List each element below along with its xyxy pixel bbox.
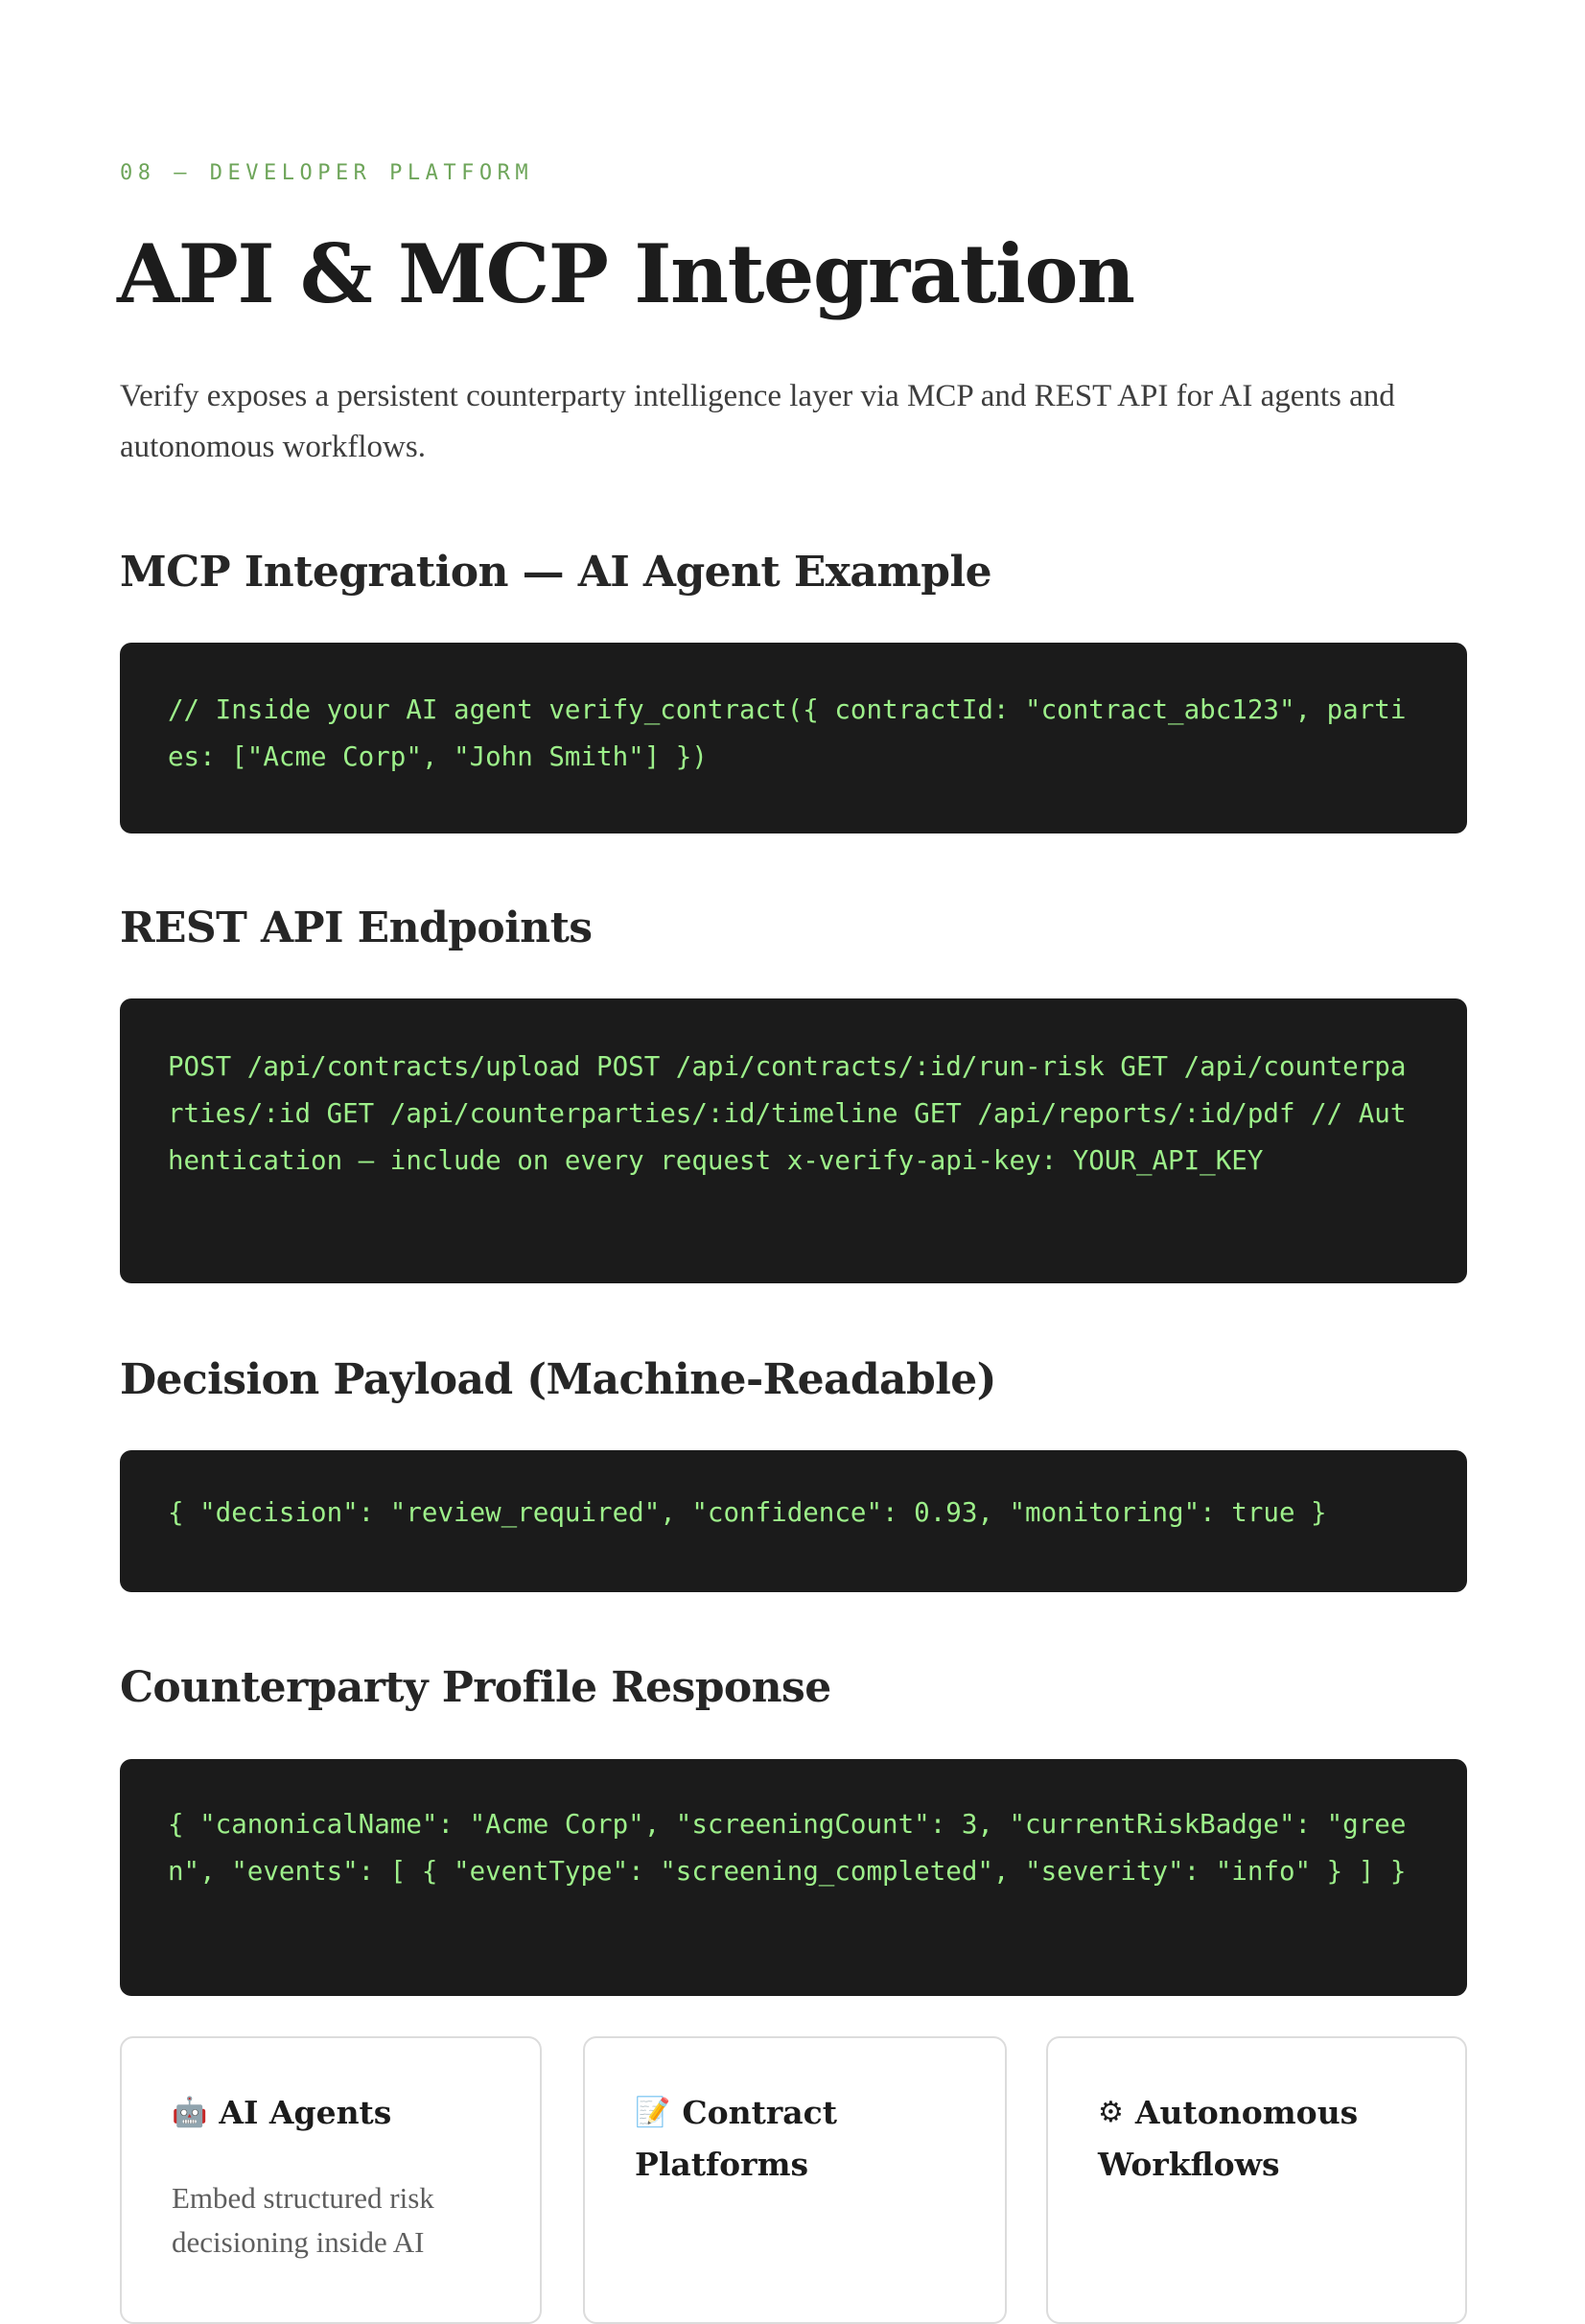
card-title-ai-agents: 🤖 AI Agents bbox=[172, 2087, 511, 2139]
counterparty-profile-code-block bbox=[120, 1759, 1467, 1996]
counterparty-profile-code-snippet: { "canonicalName": "Acme Corp", "screeningCount": 3, "currentRiskBadge": "green", "events": [ { "eventType": "screening_completed", "severity": "info" } ] } bbox=[168, 1809, 1407, 1887]
mcp-code-snippet: // Inside your AI agent verify_contract({ contractId: "contract_abc123", parties: ["Acme Corp", "John Smith"] }) bbox=[168, 694, 1407, 772]
decision-payload-code-snippet: { "decision": "review_required", "confidence": 0.93, "monitoring": true } bbox=[168, 1497, 1327, 1528]
use-case-cards bbox=[120, 2036, 1467, 2286]
counterparty-profile-heading: Counterparty Profile Response bbox=[120, 1663, 831, 1712]
decision-payload-heading: Decision Payload (Machine-Readable) bbox=[120, 1355, 996, 1404]
rest-api-code-block bbox=[120, 998, 1467, 1283]
card-title-autonomous-workflows: ⚙ Autonomous Workflows bbox=[1098, 2087, 1436, 2191]
card-title-contract-platforms: 📝 Contract Platforms bbox=[635, 2087, 976, 2191]
card-ai-agents bbox=[120, 2036, 542, 2324]
rest-api-heading: REST API Endpoints bbox=[120, 904, 593, 952]
mcp-code-block bbox=[120, 643, 1467, 833]
mcp-integration-heading: MCP Integration — AI Agent Example bbox=[120, 548, 991, 597]
card-contract-platforms bbox=[583, 2036, 1007, 2324]
gear-icon: ⚙ bbox=[1098, 2096, 1124, 2129]
rest-api-code-snippet: POST /api/contracts/upload POST /api/contracts/:id/run-risk GET /api/counterparties/:id GET /api/counterparties/:id/timeline GET /api/reports/:id/pdf // Authentication — include on every request x-verify-api-key: YOUR_API_KEY bbox=[168, 1051, 1407, 1176]
card-description-ai-agents: Embed structured risk decisioning inside AI bbox=[172, 2181, 434, 2259]
memo-icon: 📝 bbox=[635, 2096, 671, 2129]
decision-payload-code-block bbox=[120, 1450, 1467, 1592]
page-title: API & MCP Integration bbox=[117, 226, 1134, 321]
card-autonomous-workflows bbox=[1046, 2036, 1467, 2324]
section-eyebrow: 08 — DEVELOPER PLATFORM bbox=[120, 161, 534, 185]
robot-icon: 🤖 bbox=[172, 2096, 208, 2129]
intro-paragraph: Verify exposes a persistent counterparty intelligence layer via MCP and REST API for AI agents and autonomous workflows. bbox=[120, 379, 1395, 464]
